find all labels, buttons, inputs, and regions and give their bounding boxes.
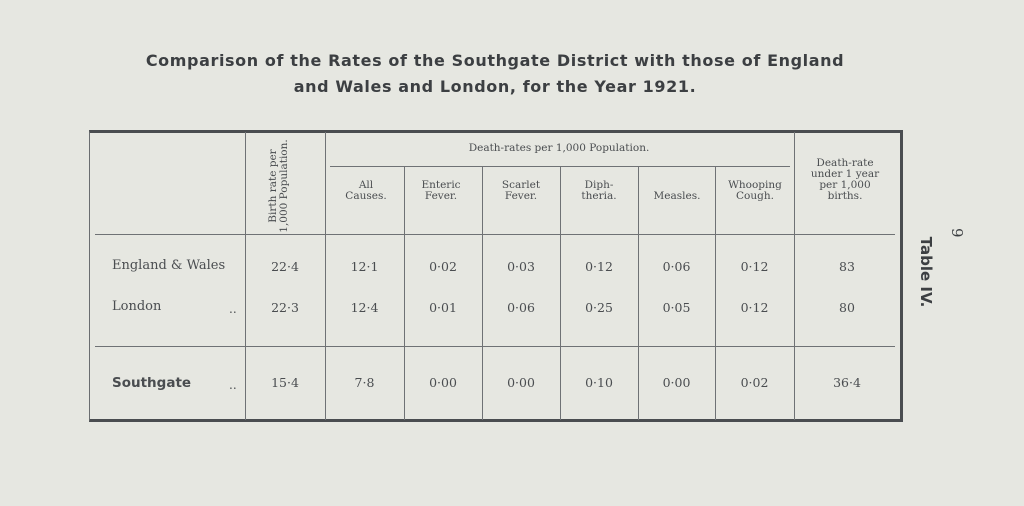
table-cell: 0·02 xyxy=(429,259,457,274)
table-cell: 22·4 xyxy=(271,259,299,274)
col-header-diphtheria: Diph-theria. xyxy=(581,179,617,202)
table-cell: 83 xyxy=(839,259,855,274)
birth-rate-header: Birth rate per 1,000 Population. xyxy=(267,139,290,233)
row-label: London xyxy=(112,299,162,314)
table-cell: 0·06 xyxy=(507,300,535,315)
row-label: England & Wales xyxy=(112,258,226,273)
col-header-enteric-fever: Enteric Fever. xyxy=(421,179,461,202)
table-cell: 0·12 xyxy=(585,259,613,274)
table-cell: 0·12 xyxy=(740,259,769,274)
table-label: Table IV. xyxy=(917,236,935,308)
infant-death-rate-header: Death-rate under 1 year per 1,000 births. xyxy=(810,157,880,202)
table-cell: 12·4 xyxy=(350,300,379,315)
col-header-measles: Measles. xyxy=(653,190,701,202)
table-cell: 7·8 xyxy=(354,375,375,390)
col-header-whooping-cough: Whooping Cough. xyxy=(728,179,782,202)
table-cell: 0·00 xyxy=(429,375,457,390)
col-header-scarlet-fever: Scarlet Fever. xyxy=(501,179,541,202)
grid-line xyxy=(95,346,895,347)
table-cell: 0·10 xyxy=(585,375,613,390)
table-cell: 0·02 xyxy=(740,375,769,390)
table-cell: 80 xyxy=(839,300,855,315)
leader-dots: .. xyxy=(229,302,237,316)
table-cell: 0·00 xyxy=(662,375,691,390)
table-cell: 0·03 xyxy=(507,259,535,274)
table-cell: 0·25 xyxy=(585,300,613,315)
page-title-line-2: and Wales and London, for the Year 1921. xyxy=(293,77,697,96)
table-cell: 0·00 xyxy=(507,375,535,390)
table-cell: 15·4 xyxy=(271,375,299,390)
grid-line xyxy=(330,166,790,167)
table-cell: 12·1 xyxy=(350,259,379,274)
table-cell: 0·05 xyxy=(662,300,691,315)
grid-line xyxy=(95,234,895,235)
page-number: 9 xyxy=(948,228,966,238)
table-cell: 0·12 xyxy=(740,300,769,315)
col-header-all-causes: All Causes. xyxy=(345,179,387,202)
table-cell: 22·3 xyxy=(271,300,299,315)
table-cell: 0·06 xyxy=(662,259,691,274)
table-cell: 36·4 xyxy=(833,375,861,390)
row-label: Southgate xyxy=(112,375,192,391)
leader-dots: .. xyxy=(229,378,237,392)
death-rates-group-header: Death-rates per 1,000 Population. xyxy=(468,142,650,154)
page-title: Comparison of the Rates of the Southgate District with those of England xyxy=(145,51,845,70)
table-cell: 0·01 xyxy=(429,300,457,315)
